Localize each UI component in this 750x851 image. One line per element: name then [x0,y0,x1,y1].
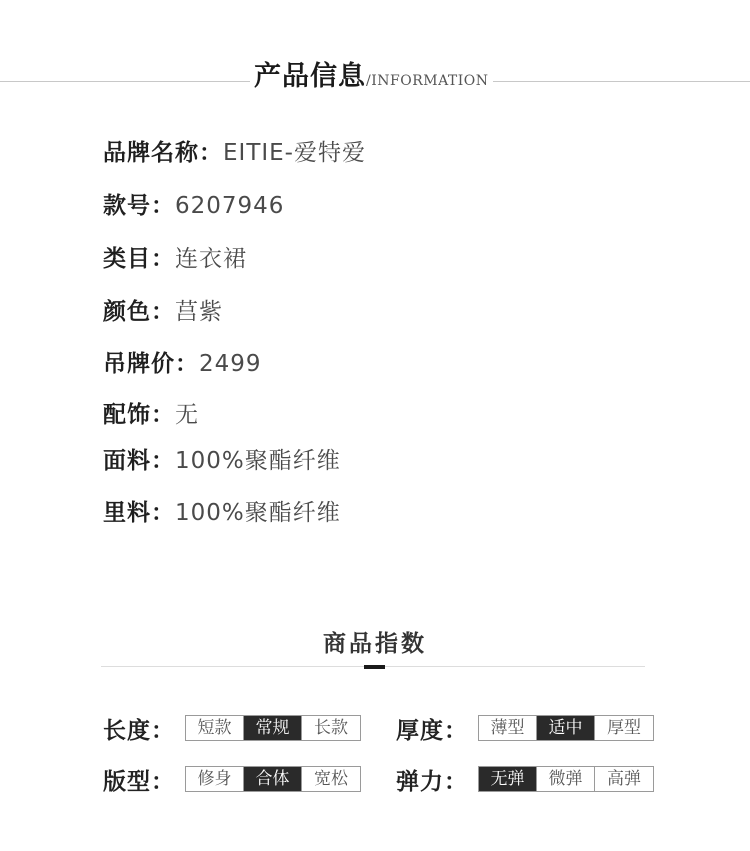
section-title: 商品指数 [323,631,427,657]
info-value: 2499 [199,351,262,377]
info-label: 颜色： [103,299,175,325]
info-row-accessories [103,400,199,430]
page-title-en: /INFORMATION [366,73,489,89]
info-label: 品牌名称： [103,140,223,166]
info-label: 类目： [103,246,175,272]
index-row-elasticity [396,765,654,793]
info-value: 莒紫 [175,299,223,325]
info-label: 吊牌价： [103,351,199,377]
page-title [250,57,493,101]
index-label: 长度： [103,717,175,744]
option-long: 长款 [314,718,348,738]
index-label: 厚度： [396,717,468,744]
info-row-fabric [103,446,341,476]
option-loose: 宽松 [314,769,348,789]
option-no-stretch: 无弹 [479,767,537,791]
index-row-length [103,714,361,742]
option-slim: 修身 [186,767,244,791]
info-value: 连衣裙 [175,246,247,272]
option-short: 短款 [186,716,244,740]
option-group [185,766,361,792]
info-value: 6207946 [175,193,285,219]
option-thin: 薄型 [479,716,537,740]
info-label: 面料： [103,448,175,474]
info-row-lining [103,498,341,528]
info-row-brand [103,138,366,168]
index-row-fit [103,765,361,793]
option-group [185,715,361,741]
option-regular: 常规 [244,716,302,740]
info-value: EITIE-爱特爱 [223,140,366,166]
info-row-category [103,244,247,274]
option-thick: 厚型 [607,718,641,738]
option-slight-stretch: 微弹 [537,767,595,791]
info-value: 100%聚酯纤维 [175,500,341,526]
option-high-stretch: 高弹 [607,769,641,789]
section-accent-bar [364,665,385,669]
info-row-style-number [103,191,284,221]
info-value: 无 [175,402,199,428]
info-label: 里料： [103,500,175,526]
page-title-cn: 产品信息 [254,61,366,92]
option-group [478,766,654,792]
index-row-thickness [396,714,654,742]
index-label: 弹力： [396,768,468,795]
info-row-tag-price [103,349,262,379]
info-label: 款号： [103,193,175,219]
info-label: 配饰： [103,402,175,428]
info-value: 100%聚酯纤维 [175,448,341,474]
option-fitted: 合体 [244,767,302,791]
option-group [478,715,654,741]
option-moderate: 适中 [537,716,595,740]
index-label: 版型： [103,768,175,795]
info-row-color [103,297,223,327]
